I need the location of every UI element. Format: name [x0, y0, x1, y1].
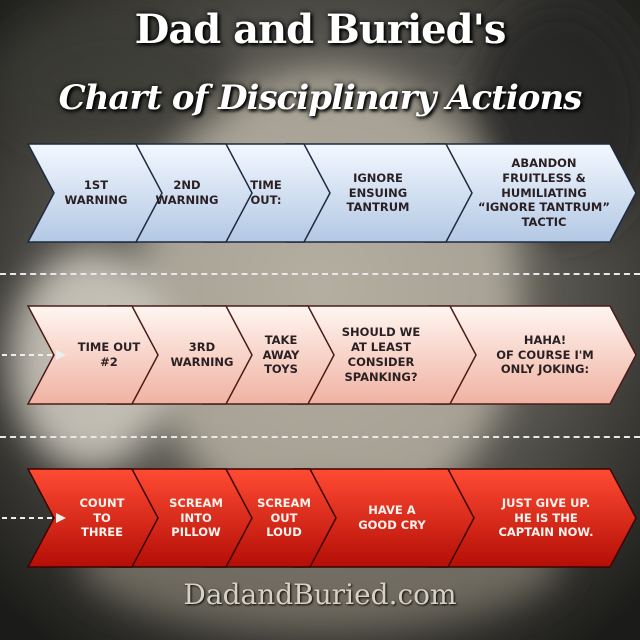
row-1: [0, 138, 640, 248]
row-3-step-1: COUNT TO THREE: [79, 495, 125, 540]
row-3-step-5: JUST GIVE UP. HE IS THE CAPTAIN NOW.: [498, 495, 594, 540]
row-1-step-5: ABANDON FRUITLESS & HUMILIATING “IGNORE TANTRUM” TACTIC: [478, 155, 610, 230]
row-2-connector-arrow: [0, 349, 70, 361]
chart-title: Dad and Buried's: [134, 6, 506, 53]
row-2-step-2: 3RD WARNING: [170, 340, 234, 369]
row-3: [0, 463, 640, 573]
row-2-step-1: TIME OUT #2: [77, 340, 141, 369]
row-1-step-2: 2ND WARNING: [155, 178, 219, 207]
row-3-step-4: HAVE A GOOD CRY: [358, 503, 426, 532]
row-2-step-3: TAKE AWAY TOYS: [262, 332, 300, 377]
row-1-step-3: TIME OUT:: [250, 178, 282, 207]
divider-2: [0, 436, 640, 438]
row-1-step-1: 1ST WARNING: [64, 178, 128, 207]
row-2-step-4: SHOULD WE AT LEAST CONSIDER SPANKING?: [341, 325, 421, 384]
row-3-connector-arrow: [0, 512, 70, 524]
row-1-step-4: IGNORE ENSUING TANTRUM: [346, 170, 410, 215]
row-2: [0, 300, 640, 410]
website-footer: DadandBuried.com: [183, 578, 457, 611]
row-3-step-3: SCREAM OUT LOUD: [257, 495, 311, 540]
divider-1: [0, 273, 640, 275]
row-2-step-5: HAHA! OF COURSE I'M ONLY JOKING:: [496, 332, 594, 377]
chart-subtitle: Chart of Disciplinary Actions: [58, 78, 582, 118]
row-3-step-2: SCREAM INTO PILLOW: [169, 495, 223, 540]
